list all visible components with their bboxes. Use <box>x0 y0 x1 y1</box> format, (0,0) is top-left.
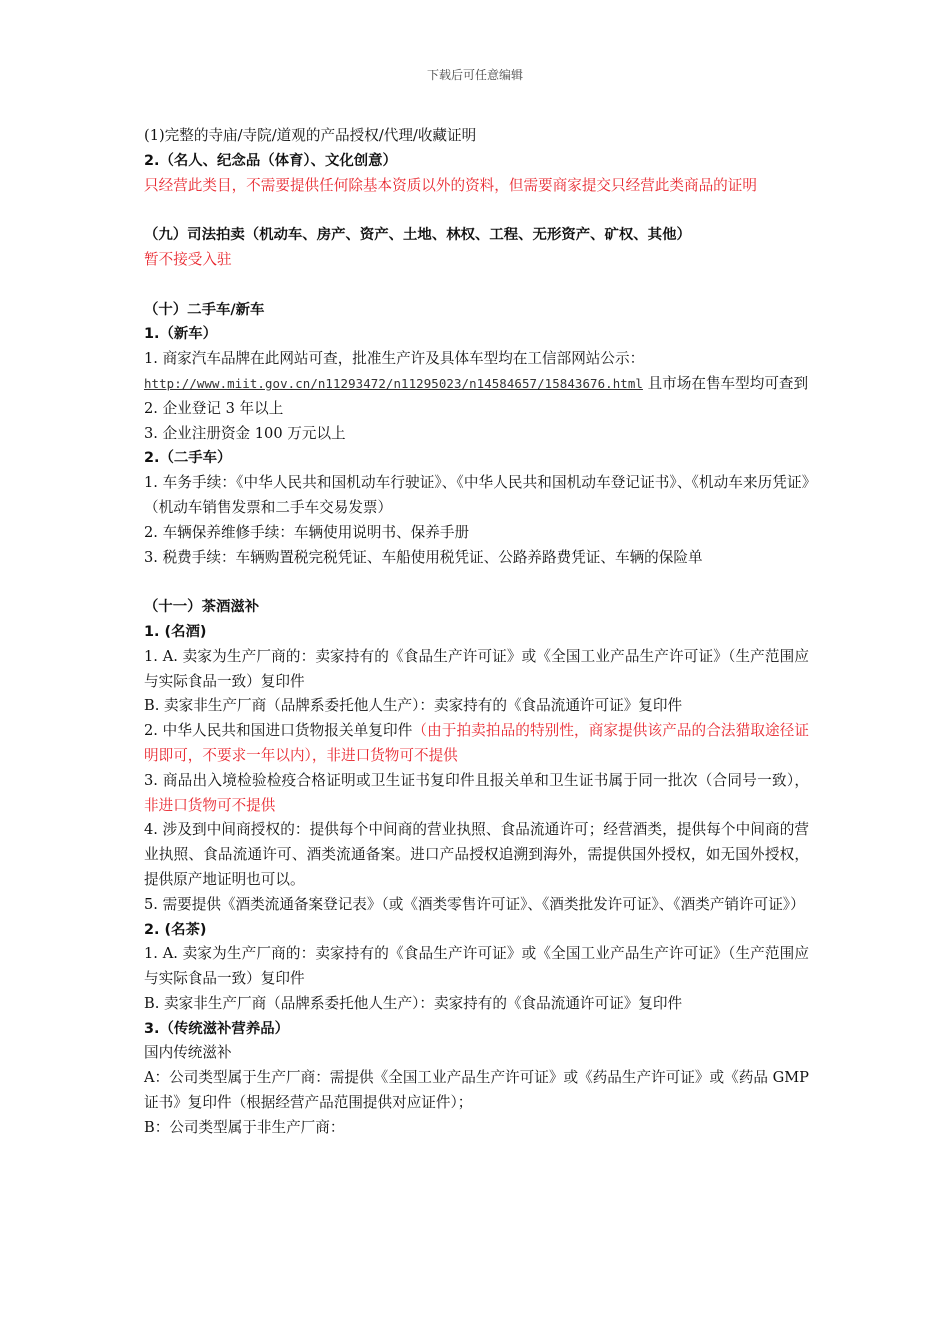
new-car-item-2: 2. 企业登记 3 年以上 <box>144 399 284 417</box>
tonic-domestic-label: 国内传统滋补 <box>144 1044 232 1062</box>
new-car-item-3: 3. 企业注册资金 100 万元以上 <box>144 424 346 442</box>
section-tea-wine-heading: （十一）茶酒滋补 <box>144 599 260 616</box>
tea-subheading: 2. (名茶) <box>144 921 207 938</box>
used-car-subheading: 2.（二手车） <box>144 450 232 467</box>
wine-item-3 <box>144 769 809 819</box>
tea-item-1b: B. 卖家非生产厂商（品牌系委托他人生产）：卖家持有的《食品流通许可证》复印件 <box>144 994 683 1012</box>
miit-link[interactable]: http://www.miit.gov.cn/n11293472/n11295023/n14584657/15843676.html <box>144 375 643 391</box>
document-body <box>144 124 809 1141</box>
spacer <box>144 198 809 223</box>
section-judicial-auction-heading: （九）司法拍卖（机动车、房产、资产、土地、林权、工程、无形资产、矿权、其他） <box>144 227 691 244</box>
new-car-item-1-tail: 且市场在售车型均可查到 <box>642 374 809 392</box>
used-car-item-1: 1. 车务手续：《中华人民共和国机动车行驶证》、《中华人民共和国机动车登记证书》、《机动车来历凭证》（机动车销售发票和二手车交易发票） <box>144 474 809 516</box>
used-car-item-3: 3. 税费手续：车辆购置税完税凭证、车船使用税凭证、公路养路费凭证、车辆的保险单 <box>144 548 703 566</box>
wine-subheading: 1. (名酒) <box>144 623 207 640</box>
page-header: 下载后可任意编辑 <box>426 68 523 82</box>
wine-item-2-note: （由于拍卖拍品的特别性，商家提供该产品的合法猎取途径证明即可，不要求一年以内），非进口货物可不提供 <box>144 722 809 764</box>
new-car-item-1: 1. 商家汽车品牌在此网站可查，批准生产许及具体车型均在工信部网站公示： <box>144 350 645 368</box>
wine-item-5: 5. 需要提供《酒类流通备案登记表》（或《酒类零售许可证》、《酒类批发许可证》、《酒类产销许可证》） <box>144 895 805 913</box>
tonic-item-a: A：公司类型属于生产厂商：需提供《全国工业产品生产许可证》或《药品生产许可证》或《药品 GMP 证书》复印件（根据经营产品范围提供对应证件）； <box>144 1069 809 1112</box>
celebrity-note: 只经营此类目，不需要提供任何除基本资质以外的资料，但需要商家提交只经营此类商品的证明 <box>144 176 757 194</box>
wine-item-3-note: 非进口货物可不提供 <box>144 796 276 814</box>
used-car-item-2: 2. 车辆保养维修手续：车辆使用说明书、保养手册 <box>144 523 470 541</box>
tonic-subheading: 3.（传统滋补营养品） <box>144 1020 289 1037</box>
new-car-item-1-cont <box>144 372 809 397</box>
wine-item-2 <box>144 719 809 769</box>
section-celebrity-heading: 2.（名人、纪念品（体育）、文化创意） <box>144 152 397 169</box>
section-cars-heading: （十）二手车/新车 <box>144 301 265 318</box>
wine-item-3-text: 3. 商品出入境检验检疫合格证明或卫生证书复印件且报关单和卫生证书属于同一批次（合同号一致）， <box>144 771 809 789</box>
tonic-item-b: B：公司类型属于非生产厂商： <box>144 1118 345 1136</box>
temple-authorization-line: (1)完整的寺庙/寺院/道观的产品授权/代理/收藏证明 <box>144 127 477 144</box>
judicial-auction-note: 暂不接受入驻 <box>144 250 232 268</box>
wine-item-4: 4. 涉及到中间商授权的：提供每个中间商的营业执照、食品流通许可；经营酒类，提供每个中间商的营业执照、食品流通许可、酒类流通备案。进口产品授权追溯到海外，需提供国外授权，如无国外授权，提供原产地证明也可以。 <box>144 821 809 888</box>
new-car-subheading: 1.（新车） <box>144 326 218 343</box>
wine-item-2-text: 2. 中华人民共和国进口货物报关单复印件 <box>144 722 413 740</box>
spacer <box>144 273 809 298</box>
tea-item-1a: 1. A. 卖家为生产厂商的：卖家持有的《食品生产许可证》或《全国工业产品生产许可证》（生产范围应与实际食品一致）复印件 <box>144 945 809 988</box>
wine-item-1a: 1. A. 卖家为生产厂商的：卖家持有的《食品生产许可证》或《全国工业产品生产许可证》（生产范围应与实际食品一致）复印件 <box>144 647 809 690</box>
spacer <box>144 570 809 595</box>
wine-item-1b: B. 卖家非生产厂商（品牌系委托他人生产）：卖家持有的《食品流通许可证》复印件 <box>144 697 683 715</box>
